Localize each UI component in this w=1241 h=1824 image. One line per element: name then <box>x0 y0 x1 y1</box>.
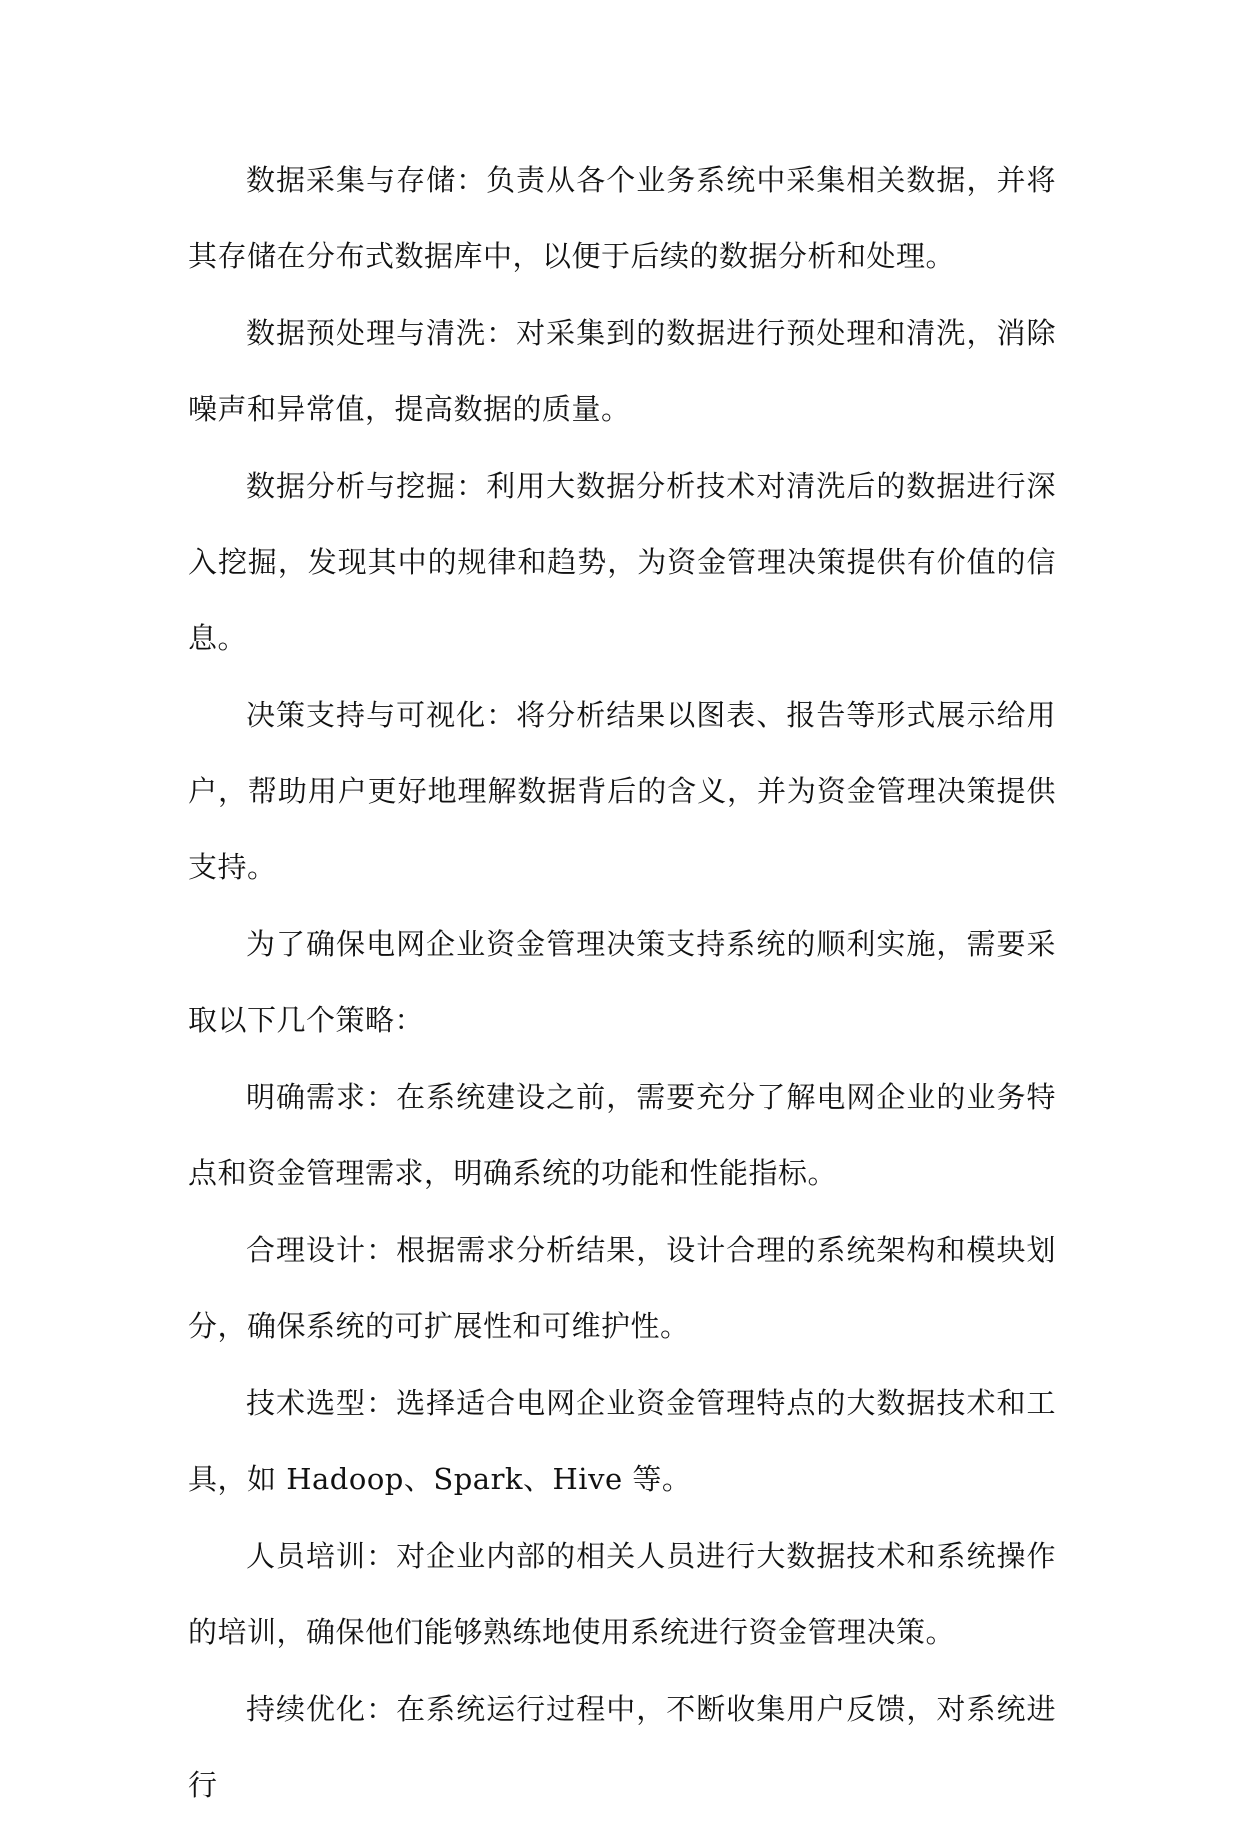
paragraph-clarify-requirements: 明确需求：在系统建设之前，需要充分了解电网企业的业务特点和资金管理需求，明确系统的功能和性能指标。 <box>188 1080 1056 1190</box>
paragraph-data-preprocessing-cleaning: 数据预处理与清洗：对采集到的数据进行预处理和清洗，消除噪声和异常值，提高数据的质量。 <box>188 316 1056 426</box>
paragraph-data-collection-storage: 数据采集与存储：负责从各个业务系统中采集相关数据，并将其存储在分布式数据库中，以便于后续的数据分析和处理。 <box>188 163 1056 273</box>
paragraph-strategies-intro: 为了确保电网企业资金管理决策支持系统的顺利实施，需要采取以下几个策略： <box>188 927 1056 1037</box>
document-body <box>188 142 1056 1824</box>
paragraph-rational-design: 合理设计：根据需求分析结果，设计合理的系统架构和模块划分，确保系统的可扩展性和可维护性。 <box>188 1233 1056 1343</box>
paragraph-technology-selection: 技术选型：选择适合电网企业资金管理特点的大数据技术和工具，如 Hadoop、Spark、Hive 等。 <box>188 1386 1056 1496</box>
paragraph-staff-training: 人员培训：对企业内部的相关人员进行大数据技术和系统操作的培训，确保他们能够熟练地使用系统进行资金管理决策。 <box>188 1539 1056 1649</box>
paragraph-data-analysis-mining: 数据分析与挖掘：利用大数据分析技术对清洗后的数据进行深入挖掘，发现其中的规律和趋势，为资金管理决策提供有价值的信息。 <box>188 469 1056 655</box>
paragraph-decision-support-visualization: 决策支持与可视化：将分析结果以图表、报告等形式展示给用户，帮助用户更好地理解数据背后的含义，并为资金管理决策提供支持。 <box>188 698 1056 884</box>
paragraph-continuous-optimization: 持续优化：在系统运行过程中，不断收集用户反馈，对系统进行 <box>188 1692 1056 1802</box>
